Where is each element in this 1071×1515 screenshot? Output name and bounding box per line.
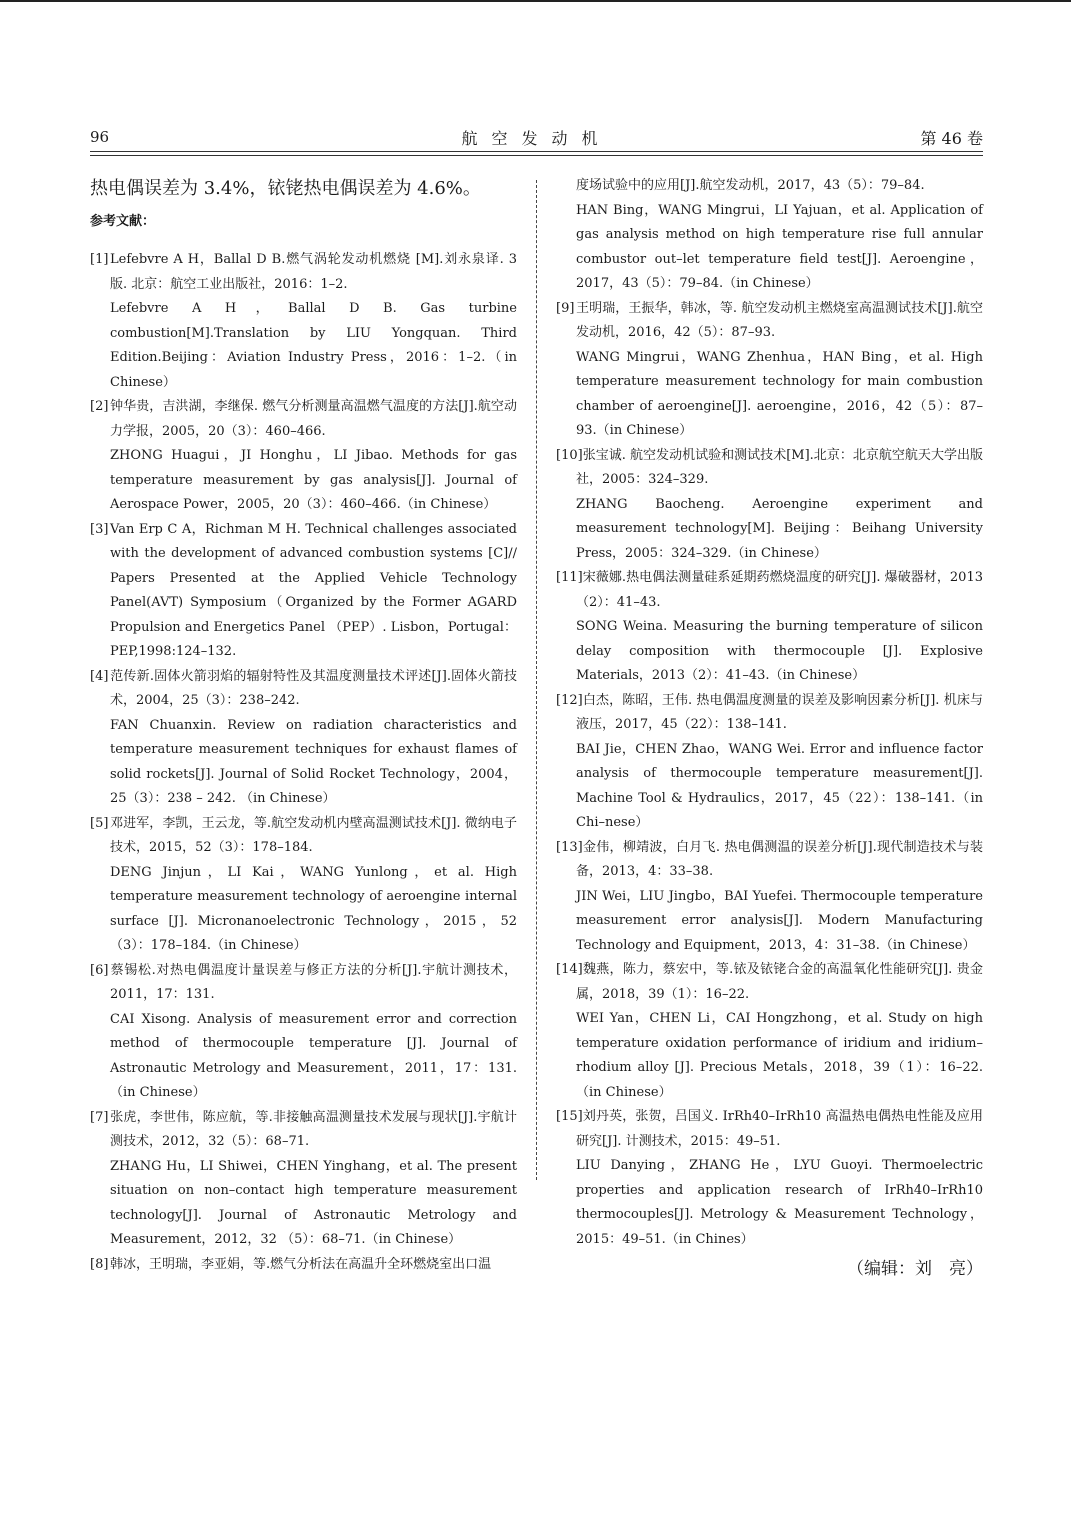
reference-cn: [556, 836, 983, 885]
reference-cn: [556, 689, 983, 738]
reference-item: [556, 566, 983, 689]
reference-en: JIN Wei，LIU Jingbo，BAI Yuefei. Thermocouple temperature measurement error analysis[J]. Modern Manufacturing Technology and Equipment，2013，4：31–38.（in Chinese）: [576, 888, 983, 953]
reference-cn: [90, 665, 517, 714]
reference-cn: [556, 297, 983, 346]
reference-item: [90, 959, 517, 1106]
reference-en: WEI Yan，CHEN Li，CAI Hongzhong，et al. Study on high temperature oxidation performance of iridium and iridium–rhodium alloy [J]. Precious Metals，2018，39（1）：16–22.（in Chinese）: [576, 1011, 983, 1100]
reference-cn-text: 范传新.固体火箭羽焰的辐射特性及其温度测量技术评述[J].固体火箭技术，2004，25（3）：238–242.: [110, 668, 517, 708]
reference-cn-text: 张宝诚. 航空发动机试验和测试技术[M].北京：北京航空航天大学出版社，2005：324–329.: [576, 447, 983, 487]
volume-label: 第 46 卷: [920, 129, 983, 148]
reference-cn: [90, 248, 517, 297]
reference-cn: [556, 1105, 983, 1154]
top-rule: [0, 0, 1071, 2]
reference-cn-text: 钟华贵，吉洪湖，李继保. 燃气分析测量高温燃气温度的方法[J].航空动力学报，2005，20（3）：460–466.: [110, 399, 517, 439]
reference-number: [7]: [90, 1109, 109, 1125]
page-number: 96: [90, 128, 110, 146]
reference-number: [4]: [90, 668, 109, 684]
reference-number: [5]: [90, 815, 109, 831]
reference-item: [90, 248, 517, 395]
reference-number: [3]: [90, 521, 109, 537]
reference-item: [90, 518, 517, 665]
reference-item: [90, 665, 517, 812]
column-divider: [536, 180, 537, 1180]
reference-en: BAI Jie，CHEN Zhao，WANG Wei. Error and influence factor analysis of thermocouple temperature measurement[J]. Machine Tool & Hydraulics，2017，45（22）：138–141.（in Chi–nese）: [576, 741, 983, 830]
reference-en: Lefebvre A H，Ballal D B. Gas turbine combustion[M].Translation by LIU Yongquan. Third Edition.Beijing：Aviation Industry Press，2016：1–2.（in Chinese）: [110, 301, 517, 390]
reference-number: [8]: [90, 1256, 109, 1272]
reference-item: [90, 1253, 517, 1278]
reference-en: LIU Danying，ZHANG He，LYU Guoyi. Thermoelectric properties and application research of IrRh40–IrRh10 thermocouples[J]. Metrology & Measurement Technology，2015：49–51.（in Chines）: [576, 1158, 983, 1247]
continuation-cn: 度场试验中的应用[J].航空发动机，2017，43（5）：79–84.: [576, 178, 925, 193]
reference-item: [556, 444, 983, 567]
reference-number: [6]: [90, 962, 109, 978]
reference-item: [556, 836, 983, 959]
reference-cn: [90, 395, 517, 444]
reference-number: [12]: [556, 692, 583, 708]
reference-item: [90, 395, 517, 518]
reference-number: [2]: [90, 399, 109, 414]
running-header: [90, 124, 983, 150]
reference-cn: [90, 812, 517, 861]
reference-item: [90, 812, 517, 959]
reference-cn: [556, 958, 983, 1007]
reference-cn-text: 金伟，柳靖波，白月飞. 热电偶测温的误差分析[J].现代制造技术与装备，2013，4：33–38.: [576, 839, 983, 879]
reference-number: [14]: [556, 962, 583, 977]
reference-item: [556, 958, 983, 1105]
reference-cn: [556, 566, 983, 615]
reference-en: CAI Xisong. Analysis of measurement error and correction method of thermocouple temperature [J]. Journal of Astronautic Metrology and Measurement，2011，17：131.（in Chinese）: [110, 1011, 517, 1100]
reference-number: [13]: [556, 839, 583, 855]
reference-en: ZHONG Huagui，JI Honghu，LI Jibao. Methods for gas temperature measurement by gas analysis[J]. Journal of Aerospace Power，2005，20（3）：460–466.（in Chinese）: [110, 448, 517, 512]
left-column: [90, 174, 517, 1277]
reference-item: [556, 297, 983, 444]
header-rule-bottom: [90, 155, 983, 156]
reference-cn-text: 刘丹英，张贺，吕国义. IrRh40–IrRh10 高温热电偶热电性能及应用研究[J]. 计测技术，2015：49–51.: [576, 1109, 983, 1149]
reference-cn: [90, 518, 517, 665]
reference-cn-text: Lefebvre A H，Ballal D B.燃气涡轮发动机燃烧 [M].刘永泉译. 3 版. 北京：航空工业出版社，2016：1–2.: [110, 252, 517, 292]
reference-number: [9]: [556, 300, 575, 316]
reference-en: FAN Chuanxin. Review on radiation characteristics and temperature measurement techniques for exhaust flames of solid rockets[J]. Journal of Solid Rocket Technology，2004，25（3）：238 – 242. （in Chinese）: [110, 717, 517, 806]
references-heading: 参考文献：: [90, 214, 156, 229]
reference-cn: [90, 1106, 517, 1155]
reference-en: SONG Weina. Measuring the burning temperature of silicon delay composition with thermocouple [J]. Explosive Materials，2013（2）：41–43.（in Chinese）: [576, 619, 983, 683]
reference-cn: [90, 959, 517, 1008]
reference-en: ZHANG Hu，LI Shiwei，CHEN Yinghang，et al. The present situation on non–contact high temperature measurement technology[J]. Journal of Astronautic Metrology and Measurement，2012，32 （5）：68–71.（in Chinese）: [110, 1158, 517, 1247]
reference-number: [10]: [556, 447, 583, 463]
body-paragraph: 热电偶误差为 3.4%，铱铑热电偶误差为 4.6%。: [90, 178, 481, 199]
reference-cn-text: 邓进军，李凯，王云龙，等.航空发动机内壁高温测试技术[J]. 微纳电子技术，2015，52（3）：178–184.: [110, 815, 517, 855]
header-rule-top: [90, 151, 983, 152]
reference-en: DENG Jinjun，LI Kai，WANG Yunlong，et al. High temperature measurement technology of aeroengine internal surface [J]. Micronanoelectronic Technology，2015，52（3）：178–184.（in Chinese）: [110, 864, 517, 953]
reference-cn-text: Van Erp C A，Richman M H. Technical challenges associated with the development of advanced combustion systems [C]// Papers Presented at the Applied Vehicle Technology Panel(AVT) Symposium（Organized by the Former AGARD Propulsion and Energetics Panel （PEP）. Lisbon，Portugal：PEP,1998:124–132.: [110, 521, 517, 659]
editor-note: （编辑：刘 亮）: [847, 1259, 983, 1279]
reference-continuation: [556, 174, 983, 297]
reference-cn-text: 蔡锡松.对热电偶温度计量误差与修正方法的分析[J].宇航计测技术，2011，17：131.: [110, 962, 517, 1002]
reference-en: ZHANG Baocheng. Aeroengine experiment and measurement technology[M]. Beijing：Beihang University Press，2005：324–329.（in Chinese）: [576, 496, 983, 561]
reference-number: [11]: [556, 570, 583, 585]
reference-number: [15]: [556, 1109, 583, 1124]
journal-title: 航空发动机: [461, 129, 612, 148]
reference-cn-text: 宋薇娜.热电偶法测量硅系延期药燃烧温度的研究[J]. 爆破器材，2013（2）：41–43.: [576, 570, 983, 610]
reference-number: [1]: [90, 252, 109, 267]
reference-cn-text: 张虎，李世伟，陈应航，等.非接触高温测量技术发展与现状[J].宇航计测技术，2012，32（5）：68–71.: [110, 1109, 517, 1149]
reference-item: [90, 1106, 517, 1253]
reference-cn-text: 白杰，陈昭，王伟. 热电偶温度测量的误差及影响因素分析[J]. 机床与液压，2017，45（22）：138–141.: [576, 692, 983, 732]
reference-cn-text: 魏燕，陈力，蔡宏中，等.铱及铱铑合金的高温氧化性能研究[J]. 贵金属，2018，39（1）：16–22.: [576, 962, 983, 1002]
reference-item: [556, 689, 983, 836]
reference-cn: [90, 1253, 517, 1278]
right-column: [556, 174, 983, 1284]
reference-cn: [556, 444, 983, 493]
reference-cn-text: 王明瑞，王振华，韩冰，等. 航空发动机主燃烧室高温测试技术[J].航空发动机，2016，42（5）：87–93.: [576, 300, 983, 340]
reference-cn-text: 韩冰，王明瑞，李亚娟，等.燃气分析法在高温升全环燃烧室出口温: [110, 1256, 492, 1272]
continuation-en: HAN Bing，WANG Mingrui，LI Yajuan，et al. Application of gas analysis method on high temperature rise full annular combustor out–let temperature field test[J]. Aeroengine，2017，43（5）：79–84.（in Chinese）: [576, 202, 983, 291]
reference-en: WANG Mingrui，WANG Zhenhua，HAN Bing，et al. High temperature measurement technology for main combustion chamber of aeroengine[J]. aeroengine，2016，42（5）：87–93.（in Chinese）: [576, 349, 983, 438]
reference-item: [556, 1105, 983, 1252]
